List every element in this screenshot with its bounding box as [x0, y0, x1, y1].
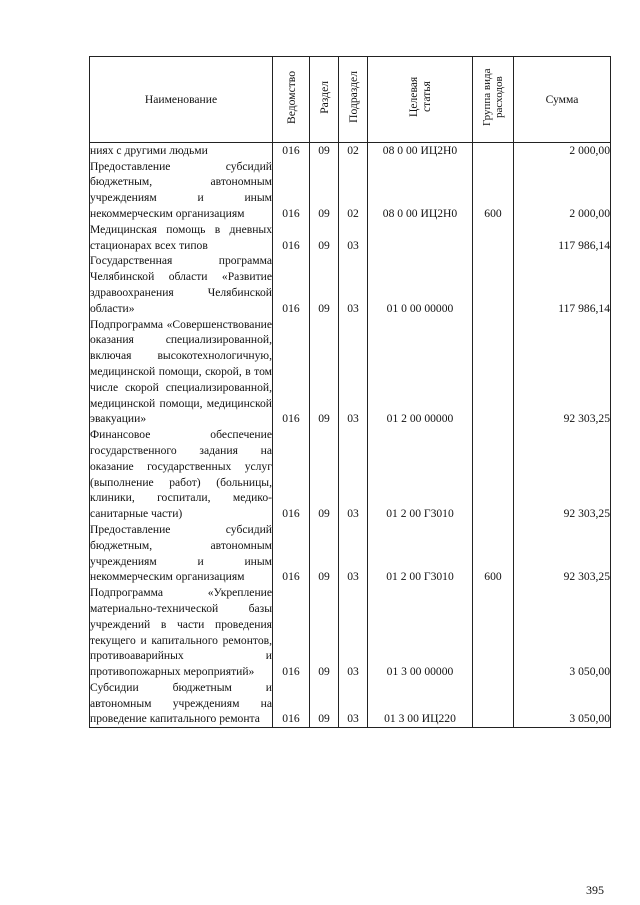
- table-row: [90, 680, 611, 728]
- row-group: [473, 680, 514, 728]
- table-row: [90, 522, 611, 585]
- row-dept: 016: [273, 585, 310, 680]
- row-target: 08 0 00 ИЦ2Н0: [368, 142, 473, 158]
- row-amount: 3 050,00: [514, 680, 611, 728]
- header-target: Целевая статья: [368, 57, 473, 143]
- header-dept: Ведомство: [273, 57, 310, 143]
- row-group: 600: [473, 159, 514, 222]
- row-amount: 2 000,00: [514, 159, 611, 222]
- row-section: 09: [310, 317, 339, 428]
- table-row: [90, 317, 611, 428]
- row-dept: 016: [273, 142, 310, 158]
- row-target: 08 0 00 ИЦ2Н0: [368, 159, 473, 222]
- row-target: 01 0 00 00000: [368, 253, 473, 316]
- row-group: [473, 427, 514, 522]
- table-row: [90, 585, 611, 680]
- row-dept: 016: [273, 317, 310, 428]
- row-subsection: 03: [339, 317, 368, 428]
- row-name: ниях с другими людьми: [90, 142, 273, 158]
- row-group: [473, 142, 514, 158]
- row-section: 09: [310, 585, 339, 680]
- row-name: Государственная программа Челябинской области «Развитие здравоохранения Челябинской области»: [90, 254, 272, 315]
- row-amount: 2 000,00: [514, 142, 611, 158]
- row-dept: 016: [273, 427, 310, 522]
- row-dept: 016: [273, 253, 310, 316]
- row-amount: 117 986,14: [514, 253, 611, 316]
- row-section: 09: [310, 522, 339, 585]
- table-row: [90, 142, 611, 158]
- row-amount: 92 303,25: [514, 427, 611, 522]
- row-name: Предоставление субсидий бюджетным, автономным учреждениям и иным некоммерческим организациям: [90, 159, 272, 220]
- header-expense-group: Группа вида расходов: [473, 57, 514, 143]
- row-subsection: 03: [339, 585, 368, 680]
- row-dept: 016: [273, 222, 310, 254]
- row-target: [368, 222, 473, 254]
- row-subsection: 03: [339, 680, 368, 728]
- row-dept: 016: [273, 522, 310, 585]
- row-dept: 016: [273, 159, 310, 222]
- row-group: [473, 585, 514, 680]
- row-subsection: 03: [339, 253, 368, 316]
- row-target: 01 2 00 Г3010: [368, 427, 473, 522]
- row-section: 09: [310, 142, 339, 158]
- row-group: [473, 253, 514, 316]
- row-name: Подпрограмма «Укрепление материально-технической базы учреждений в части проведения текущего и капитального ремонтов, противоаварийных и противопожарных мероприятий»: [90, 586, 272, 679]
- table-header-row: [90, 57, 611, 143]
- row-amount: 3 050,00: [514, 585, 611, 680]
- row-amount: 92 303,25: [514, 522, 611, 585]
- header-name: Наименование: [90, 57, 273, 143]
- budget-table: [89, 56, 611, 728]
- row-name: Субсидии бюджетным и автономным учреждениям на проведение капитального ремонта: [90, 680, 273, 728]
- table-row: [90, 253, 611, 316]
- row-name: Предоставление субсидий бюджетным, автономным учреждениям и иным некоммерческим организациям: [90, 522, 272, 584]
- row-group: [473, 222, 514, 254]
- header-subsection: Подраздел: [339, 57, 368, 143]
- row-target: 01 3 00 ИЦ220: [368, 680, 473, 728]
- row-dept: 016: [273, 680, 310, 728]
- row-subsection: 03: [339, 427, 368, 522]
- header-amount: Сумма: [514, 57, 611, 143]
- table-row: [90, 159, 611, 222]
- row-subsection: 02: [339, 159, 368, 222]
- table-row: [90, 427, 611, 522]
- row-amount: 117 986,14: [514, 222, 611, 254]
- row-amount: 92 303,25: [514, 317, 611, 428]
- row-section: 09: [310, 253, 339, 316]
- row-section: 09: [310, 159, 339, 222]
- row-subsection: 03: [339, 522, 368, 585]
- row-group: [473, 317, 514, 428]
- row-subsection: 02: [339, 142, 368, 158]
- row-name: Подпрограмма «Совершенствование оказания специализированной, включая высокотехнологичную, медицинской помощи, скорой, в том числе скорой специализированной, медицинской помощи, медицинской эвакуации»: [90, 317, 272, 426]
- row-target: 01 2 00 00000: [368, 317, 473, 428]
- header-section: Раздел: [310, 57, 339, 143]
- table-row: [90, 222, 611, 254]
- row-target: 01 2 00 Г3010: [368, 522, 473, 585]
- row-name: Финансовое обеспечение государственного задания на оказание государственных услуг (выполнение работ) (больницы, клиники, госпитали, медико-санитарные части): [90, 428, 272, 521]
- row-group: 600: [473, 522, 514, 585]
- row-section: 09: [310, 222, 339, 254]
- row-section: 09: [310, 427, 339, 522]
- row-subsection: 03: [339, 222, 368, 254]
- row-name: Медицинская помощь в дневных стационарах всех типов: [90, 222, 272, 252]
- row-target: 01 3 00 00000: [368, 585, 473, 680]
- row-section: 09: [310, 680, 339, 728]
- page-number: 395: [586, 883, 604, 897]
